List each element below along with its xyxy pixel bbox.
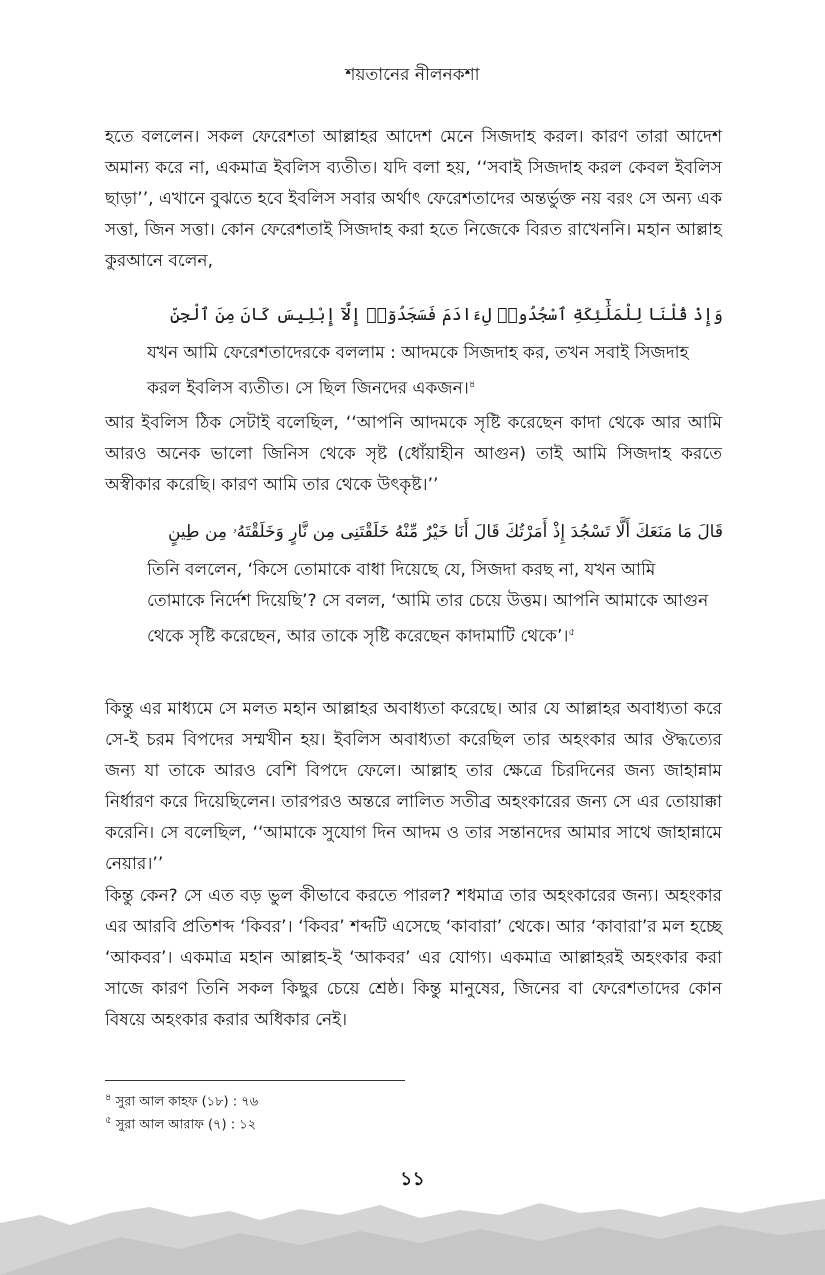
footnote-4-text: সুরা আল কাহফ (১৮) : ৭৬: [115, 1094, 259, 1110]
verse-1-translation-text: যখন আমি ফেরেশতাদেরকে বললাম : আদমকে সিজদাহ কর, তখন সবাই সিজদাহ করল ইবলিস ব্যতীত। সে ছিল জিনদের একজন।: [147, 343, 689, 399]
verse-2-translation-text: তিনি বললেন, ‘কিসে তোমাকে বাধা দিয়েছে যে, সিজদা করছ না, যখন আমি তোমাকে নির্দেশ দিয়েছি’? সে বলল, ‘আমি তার চেয়ে উত্তম। আপনি আমাকে আগুন থেকে সৃষ্টি করেছেন, আর তাকে সৃষ্টি করেছেন কাদামাটি থেকে’।: [147, 560, 709, 647]
paragraph-2: আর ইবলিস ঠিক সেটাই বলেছিল, ‘‘আপনি আদমকে সৃষ্টি করেছেন কাদা থেকে আর আমি আরও অনেক ভালো জিনিস থেকে সৃষ্ট (ধোঁয়াহীন আগুন) তাই আমি সিজদাহ করতে অস্বীকার করেছি। কারণ আমি তার থেকে উৎকৃষ্ট।’’: [105, 413, 722, 495]
page-number: ১১: [400, 1168, 425, 1190]
running-header: শয়তানের নীলনকশা: [345, 65, 480, 85]
footnote-mark-5: ৫: [105, 1115, 112, 1126]
footnote-4: [105, 1090, 258, 1113]
footnote-divider: [105, 1080, 405, 1081]
decorative-footer-illustration: [0, 1185, 825, 1275]
paragraph-4: কিন্তু কেন? সে এত বড় ভুল কীভাবে করতে পারল? শধমাত্র তার অহংকারের জন্য। অহংকার এর আরবি প্রতিশব্দ ‘কিবর’। ‘কিবর’ শব্দটি এসেছে ‘কাবারা’ থেকে। আর ‘কাবারা’র মল হচ্ছে ‘আকবর’। একমাত্র মহান আল্লাহ-ই ‘আকবর’ এর যোগ্য। একমাত্র আল্লাহরই অহংকার করা সাজে কারণ তিনি সকল কিছুর চেয়ে শ্রেষ্ঠ। কিন্তু মানুষের, জিনের বা ফেরেশতাদের কোন বিষয়ে অহংকার করার অধিকার নেই।: [105, 886, 722, 1030]
arabic-verse-1: وَإِذْ قُلْنَا لِلْمَلَٰٓئِكَةِ ٱسْجُدُوا۟ لِءَادَمَ فَسَجَدُوٓا۟ إِلَّآ إِبْلِيسَ كَانَ مِنَ ٱلْجِنِّ: [169, 305, 723, 325]
paragraph-1: হতে বললেন। সকল ফেরেশতা আল্লাহর আদেশ মেনে সিজদাহ করল। কারণ তারা আদেশ অমান্য করে না, একমাত্র ইবলিস ব্যতীত। যদি বলা হয়, ‘‘সবাই সিজদাহ করল কেবল ইবলিস ছাড়া’’, এখানে বুঝতে হবে ইবলিস সবার অর্থাৎ ফেরেশতাদের অন্তর্ভুক্ত নয় বরং সে অন্য এক সত্তা, জিন সত্তা। কোন ফেরেশতাই সিজদাহ করা হতে নিজেকে বিরত রাখেননি। মহান আল্লাহ কুরআনে বলেন,: [105, 127, 722, 271]
footnote-mark-4: ৪: [105, 1092, 112, 1103]
verse-1-translation: [147, 338, 707, 405]
arabic-verse-2: قَالَ مَا مَنَعَكَ أَلَّا تَسْجُدَ إِذْ أَمَرْتُكَ قَالَ أَنَا خَيْرٌ مِّنْهُ خَلَقْتَنِى مِن نَّارٍ وَخَلَقْتَهُۥ مِن طِينٍ: [167, 522, 723, 542]
footnote-ref-4: ৪: [468, 379, 476, 390]
verse-2-translation: [147, 555, 709, 653]
footnote-5-text: সুরা আল আরাফ (৭) : ১২: [115, 1117, 257, 1133]
paragraph-3: কিন্তু এর মাধ্যমে সে মলত মহান আল্লাহর অবাধ্যতা করেছে। আর যে আল্লাহর অবাধ্যতা করে সে-ই চরম বিপদের সম্মখীন হয়। ইবলিস অবাধ্যতা করেছিল তার অহংকার আর ঔদ্ধত্যের জন্য যা তাকে আরও বেশি বিপদে ফেলে। আল্লাহ তার ক্ষেত্রে চিরদিনের জন্য জাহান্নাম নির্ধারণ করে দিয়েছিলেন। তারপরও অন্তরে লালিত সতীব্র অহংকারের জন্য সে এর তোয়াক্কা করেনি। সে বলেছিল, ‘‘আমাকে সুযোগ দিন আদম ও তার সন্তানদের আমার সাথে জাহান্নামে নেয়ার।’’: [105, 699, 722, 874]
footnote-ref-5: ৫: [568, 627, 575, 638]
footnote-5: [105, 1113, 256, 1136]
